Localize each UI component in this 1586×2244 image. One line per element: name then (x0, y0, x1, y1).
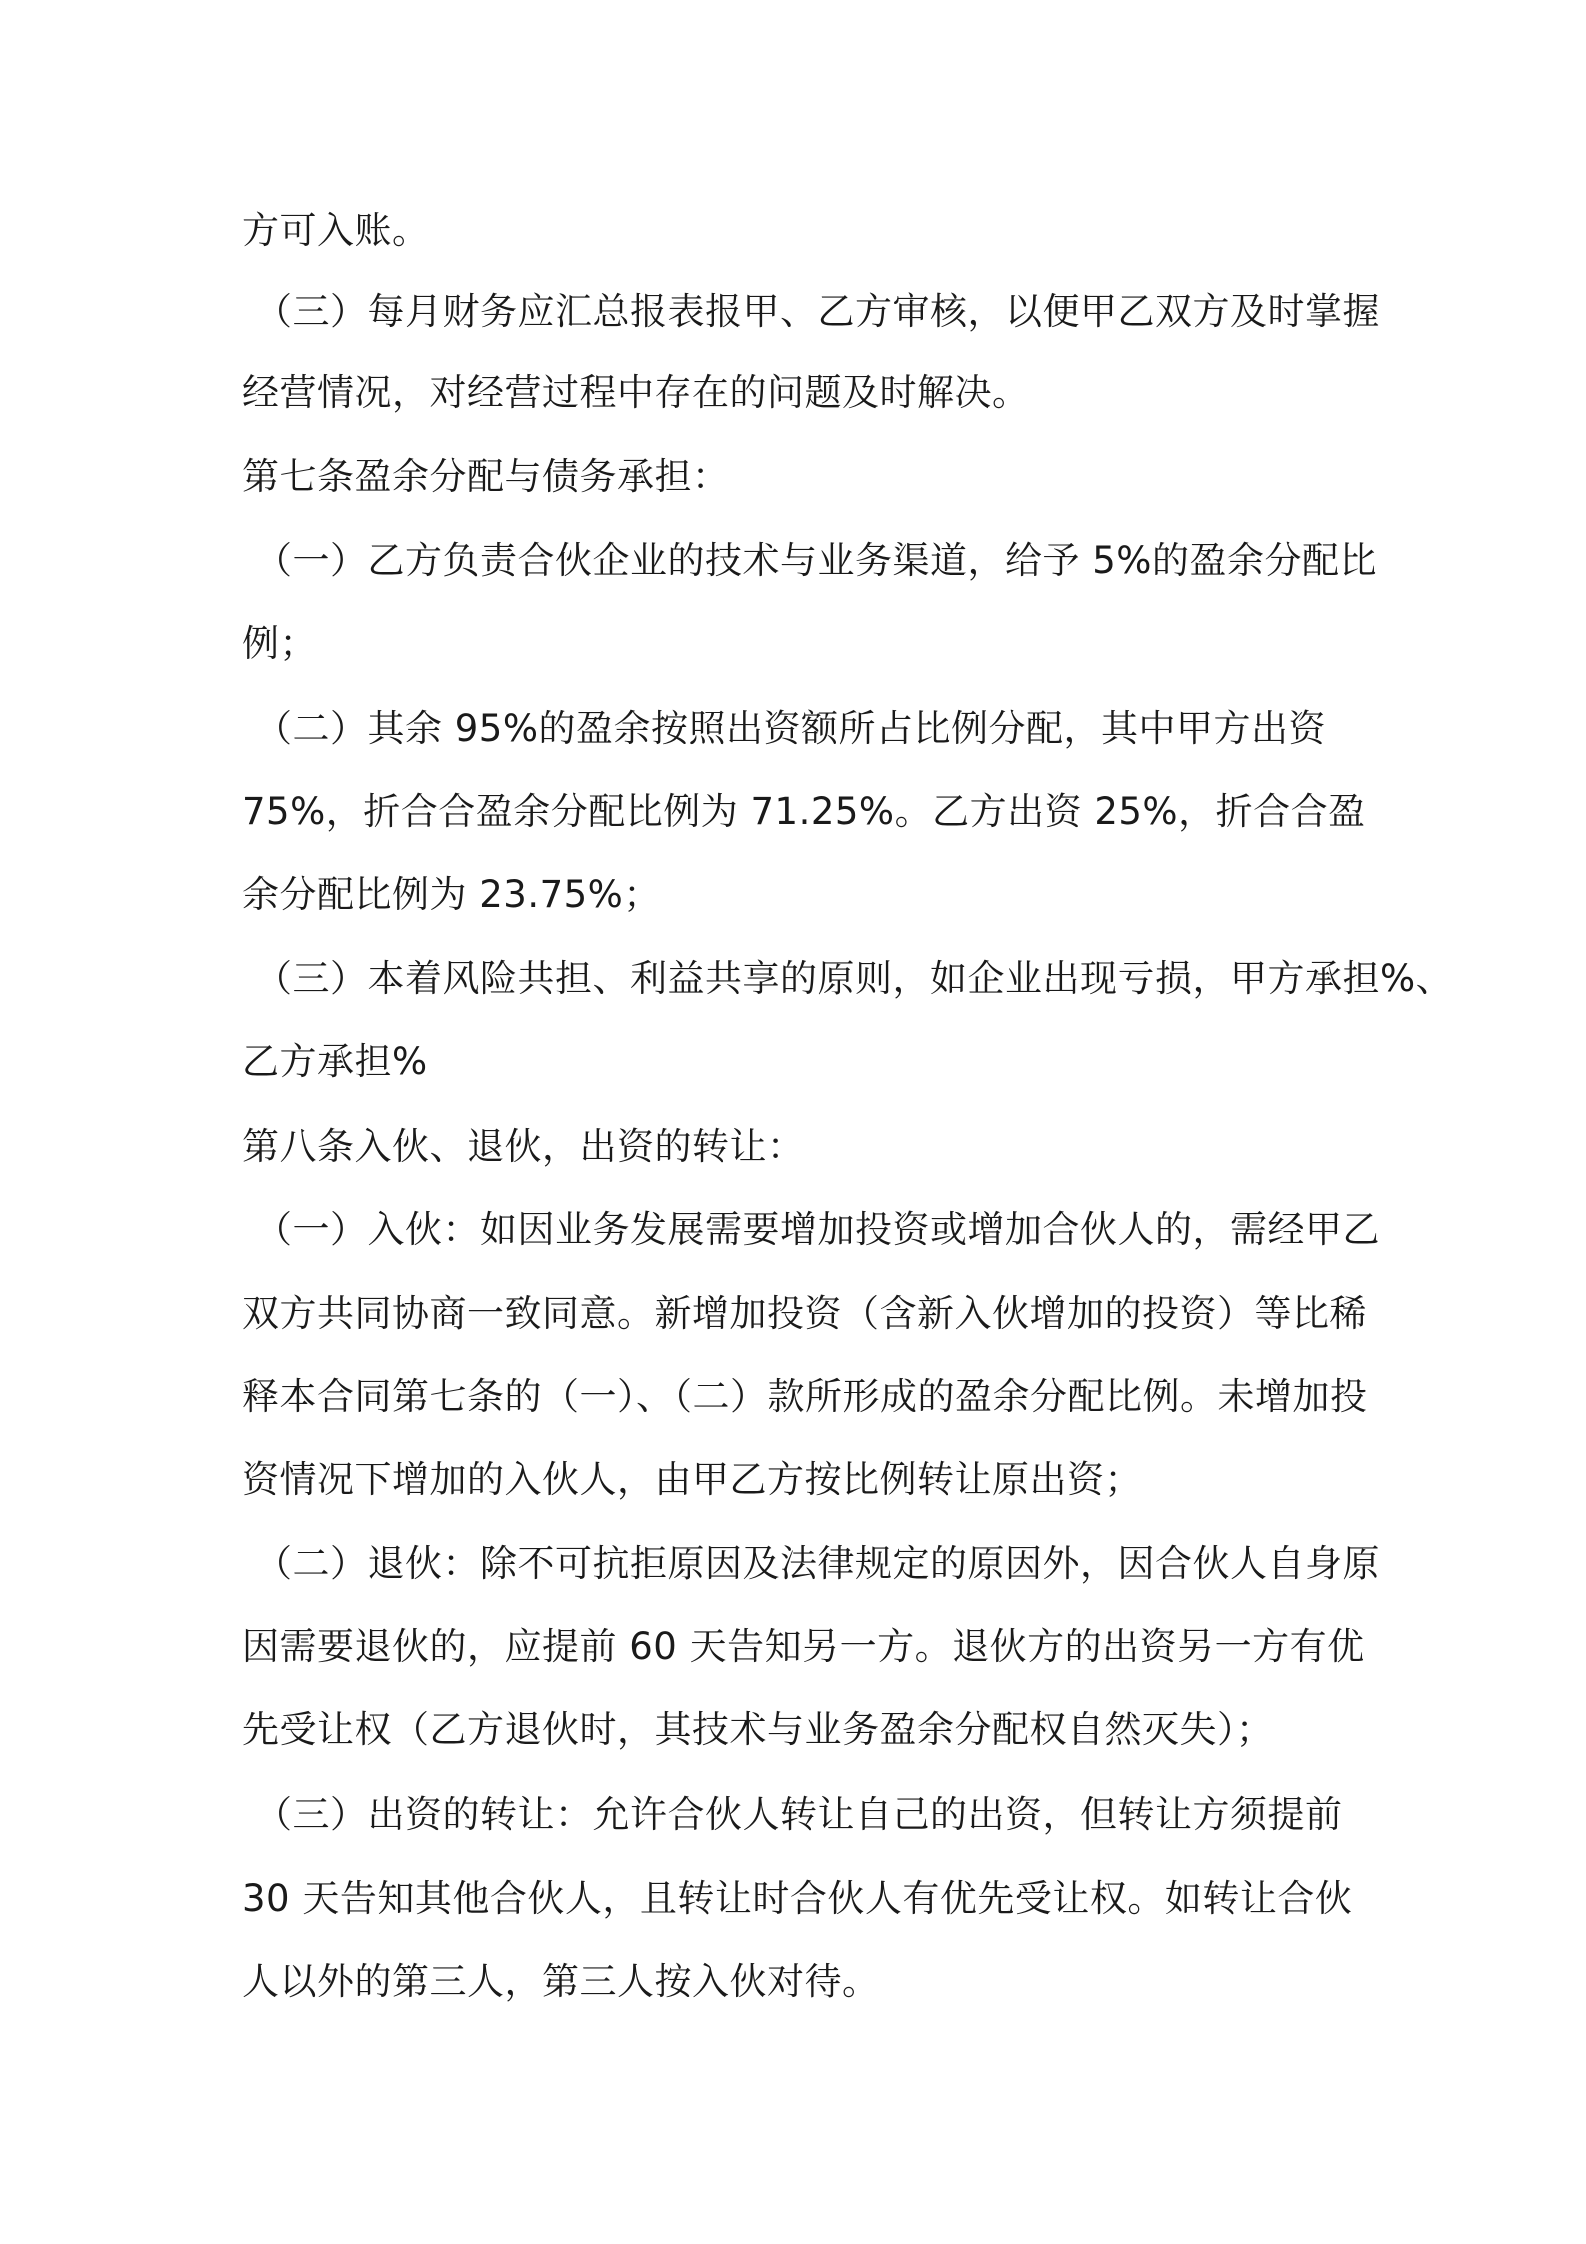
text-line: （一）入伙：如因业务发展需要增加投资或增加合伙人的，需经甲乙 (255, 1208, 1380, 1251)
text-line: 释本合同第七条的（一）、（二）款所形成的盈余分配比例。未增加投 (242, 1375, 1368, 1418)
text-line: 双方共同协商一致同意。新增加投资（含新入伙增加的投资）等比稀 (242, 1292, 1367, 1335)
text-line: 例； (242, 622, 317, 665)
text-line: （一）乙方负责合伙企业的技术与业务渠道，给予 5%的盈余分配比 (255, 539, 1377, 582)
text-line: 75%，折合合盈余分配比例为 71.25%。乙方出资 25%，折合合盈 (242, 790, 1366, 833)
text-line: 方可入账。 (242, 209, 430, 252)
text-line: 因需要退伙的，应提前 60 天告知另一方。退伙方的出资另一方有优 (242, 1625, 1365, 1668)
text-line: 经营情况，对经营过程中存在的问题及时解决。 (242, 371, 1030, 414)
text-line: 乙方承担% (242, 1040, 428, 1083)
section-heading: 第七条盈余分配与债务承担： (242, 455, 730, 498)
text-line: 余分配比例为 23.75%； (242, 873, 661, 916)
text-line: （三）本着风险共担、利益共享的原则，如企业出现亏损，甲方承担%、 (255, 957, 1454, 1000)
text-line: （三）每月财务应汇总报表报甲、乙方审核，以便甲乙双方及时掌握 (255, 290, 1380, 333)
text-line: 人以外的第三人，第三人按入伙对待。 (242, 1960, 880, 2003)
text-line: （二）退伙：除不可抗拒原因及法律规定的原因外，因合伙人自身原 (255, 1542, 1380, 1585)
text-line: （三）出资的转让：允许合伙人转让自己的出资，但转让方须提前 (255, 1793, 1343, 1836)
text-line: （二）其余 95%的盈余按照出资额所占比例分配，其中甲方出资 (255, 707, 1326, 750)
text-line: 30 天告知其他合伙人，且转让时合伙人有优先受让权。如转让合伙 (242, 1877, 1353, 1920)
text-line: 资情况下增加的入伙人，由甲乙方按比例转让原出资； (242, 1458, 1142, 1501)
section-heading: 第八条入伙、退伙，出资的转让： (242, 1125, 805, 1168)
text-line: 先受让权（乙方退伙时，其技术与业务盈余分配权自然灭失）； (242, 1708, 1274, 1751)
